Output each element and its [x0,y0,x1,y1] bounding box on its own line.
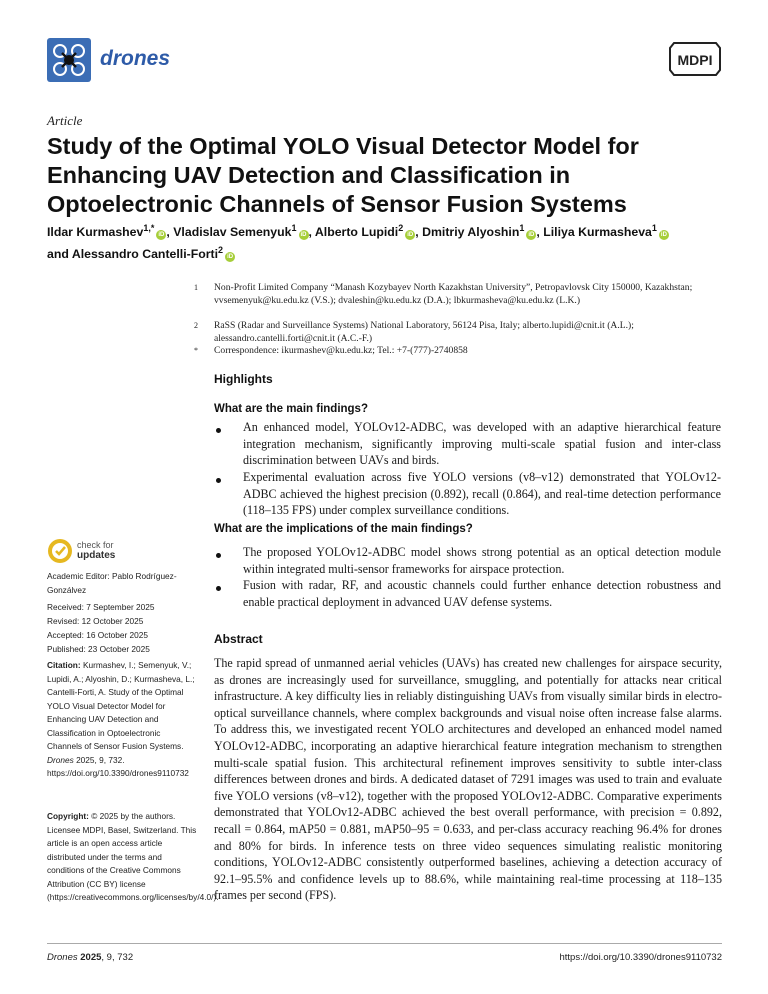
footer-volume: , 9, 732 [101,952,134,963]
citation-block [47,659,197,781]
finding-bullet: Experimental evaluation across five YOLO versions (v8–v12) demonstrated that YOLOv12-ADBC achieved the highest precision (0.892), recall (0.864), and real-time detection performance (118–135 FPS) under complex surveillance conditions. [243,470,721,517]
author-name: Ildar Kurmashev [47,225,144,240]
published-date: Published: 23 October 2025 [47,644,150,654]
author-name: Vladislav Semenyuk [173,225,292,240]
footer-year: 2025 [80,952,102,963]
citation-text: Kurmashev, I.; Semenyuk, V.; Lupidi, A.; Alyoshin, D.; Kurmasheva, L.; Cantelli-Forti, A. Study of the Optimal YOLO Visual Detector Model for Enhancing UAV Detection and Classification in Optoelectronic Channels of Sensor Fusion Systems. [47,660,195,751]
author-sup: 1 [291,223,297,233]
affiliation-2 [194,320,724,345]
implications-question: What are the implications of the main findings? [214,523,473,535]
author-name: Dmitriy Alyoshin [422,225,520,240]
affiliation-text: RaSS (Radar and Surveillance Systems) National Laboratory, 56124 Pisa, Italy; alberto.lupidi@cnit.it (A.L.); alessandro.cantelli.forti@cnit.it (A.C.-F.) [214,320,634,344]
author-name: Alessandro Cantelli-Forti [71,247,219,262]
affiliation-text: Non-Profit Limited Company “Manash Kozybayev North Kazakhstan University”, Petropavlovsk City 150000, Kazakhstan; vvsemenyuk@ku.edu.kz (V.S.); dvaleshin@ku.edu.kz (D.A.); lbkurmasheva@ku.edu.kz (L.K.) [214,282,693,306]
affiliation-mark: 1 [194,283,198,292]
affiliation-1 [194,282,724,307]
implication-bullet: The proposed YOLOv12-ADBC model shows strong potential as an optical detection module within integrated multi-sensor frameworks for airspace protection. [243,545,721,576]
orcid-icon[interactable]: iD [227,254,234,261]
author-sup: 1 [651,223,657,233]
citation-ref: 2025, 9, 732. https://doi.org/10.3390/drones9110732 [47,754,189,778]
affiliation-mark: * [194,346,198,355]
citation-label: Citation: [47,660,81,670]
orcid-icon[interactable]: iD [407,232,414,239]
bullet-icon [216,553,221,558]
abstract-heading: Abstract [214,632,263,646]
orcid-icon[interactable]: iD [300,232,307,239]
author-sup: 2 [218,245,224,256]
footer-divider [47,943,722,944]
correspondence [194,345,724,358]
highlights-heading: Highlights [214,372,273,386]
author-sup: 2 [398,223,404,233]
article-type: Article [47,113,83,128]
accepted-date: Accepted: 16 October 2025 [47,630,149,640]
check-updates-icon [47,538,73,564]
check-for-updates-badge[interactable] [47,538,167,564]
academic-editor: Academic Editor: Pablo Rodríguez-Gonzálvez [47,571,177,595]
publisher-name: MDPI [677,52,713,68]
check-for-label: check for [77,540,114,550]
abstract-text: The rapid spread of unmanned aerial vehicles (UAVs) has created new challenges for airspace security, as drones are increasingly used for surveillance, smuggling, and potentially for attacks near critical infrastructure. A key difficulty lies in reliably distinguishing UAVs from visually similar birds in electro-optical surveillance channels, where complex backgrounds and visual noise often increase false alarms. To address this, we investigated recent YOLO architectures and developed an enhanced model named YOLOv12-ADBC, incorporating an adaptive hierarchical feature integration mechanism to strengthen multi-scale spatial fusion. This architectural refinement improves sensitivity to subtle inter-class differences between drones and birds. A dedicated dataset of 7291 images was used to train and evaluate five YOLO versions (v8–v12), together with the proposed YOLOv12-ADBC. Comparative experiments demonstrated that YOLOv12-ADBC achieved the best overall performance, with precision = 0.892, recall = 0.864, mAP50 = 0.881, mAP50–95 = 0.633, and per-class accuracy reaching 96.4% for drones and 80% for birds. In inference tests on three video sequences simulating realistic monitoring conditions, YOLOv12-ADBC consistently outperformed baselines, achieving a detection accuracy of 92.1–95.5% and confidence levels up to 88.6%, while maintaining real-time processing at 118–135 frames per second (FPS). [214,656,722,903]
author-sup: 1,* [143,223,155,233]
journal-name: drones [100,47,171,70]
orcid-icon[interactable]: iD [660,232,667,239]
updates-label: updates [77,550,116,561]
affiliation-text: Correspondence: ikurmashev@ku.edu.kz; Tel.: +7-(777)-2740858 [214,345,468,356]
paper-title: Study of the Optimal YOLO Visual Detector Model for Enhancing UAV Detection and Classification in Optoelectronic Channels of Sensor Fusion Systems [47,133,639,217]
orcid-icon[interactable]: iD [528,232,535,239]
affiliation-mark: 2 [194,321,198,330]
copyright-text: © 2025 by the authors. Licensee MDPI, Basel, Switzerland. This article is an open access article distributed under the terms and conditions of the Creative Commons Attribution (CC BY) license (https://creativecommons.org/licenses/by/4.0/). [47,811,219,902]
copyright-label: Copyright: [47,811,89,821]
implication-bullet: Fusion with radar, RF, and acoustic channels could further enhance detection robustness and enable practical deployment in advanced UAV defense systems. [243,578,721,609]
bullet-icon [216,478,221,483]
revised-date: Revised: 12 October 2025 [47,616,144,626]
author-name: Alberto Lupidi [314,225,399,240]
bullet-icon [216,586,221,591]
footer-doi-link[interactable]: https://doi.org/10.3390/drones9110732 [559,952,722,963]
copyright-block [47,810,219,905]
author-sup: 1 [519,223,525,233]
mdpi-logo-icon [668,40,722,78]
orcid-icon[interactable]: iD [158,232,165,239]
footer-citation [47,952,133,963]
drones-logo-icon [47,38,91,82]
findings-question: What are the main findings? [214,403,368,415]
finding-bullet: An enhanced model, YOLOv12-ADBC, was developed with an adaptive hierarchical feature integration mechanism, significantly improving multi-scale spatial fusion and inter-class discrimination between UAVs and birds. [243,420,721,467]
received-date: Received: 7 September 2025 [47,602,155,612]
author-name: Liliya Kurmasheva [543,225,652,240]
footer-journal: Drones [47,952,78,963]
citation-journal: Drones [47,754,74,765]
bullet-icon [216,428,221,433]
author-list: Ildar Kurmashev$^{1,*}$iD , Vladislav Semenyuk$^1$iD , Alberto Lupidi$^2$iD , Dmitriy Alyoshin$^1$iD , Liliya Kurmasheva$^1$iD and Alessandro Cantelli-Forti$^2$iD [47,223,667,262]
